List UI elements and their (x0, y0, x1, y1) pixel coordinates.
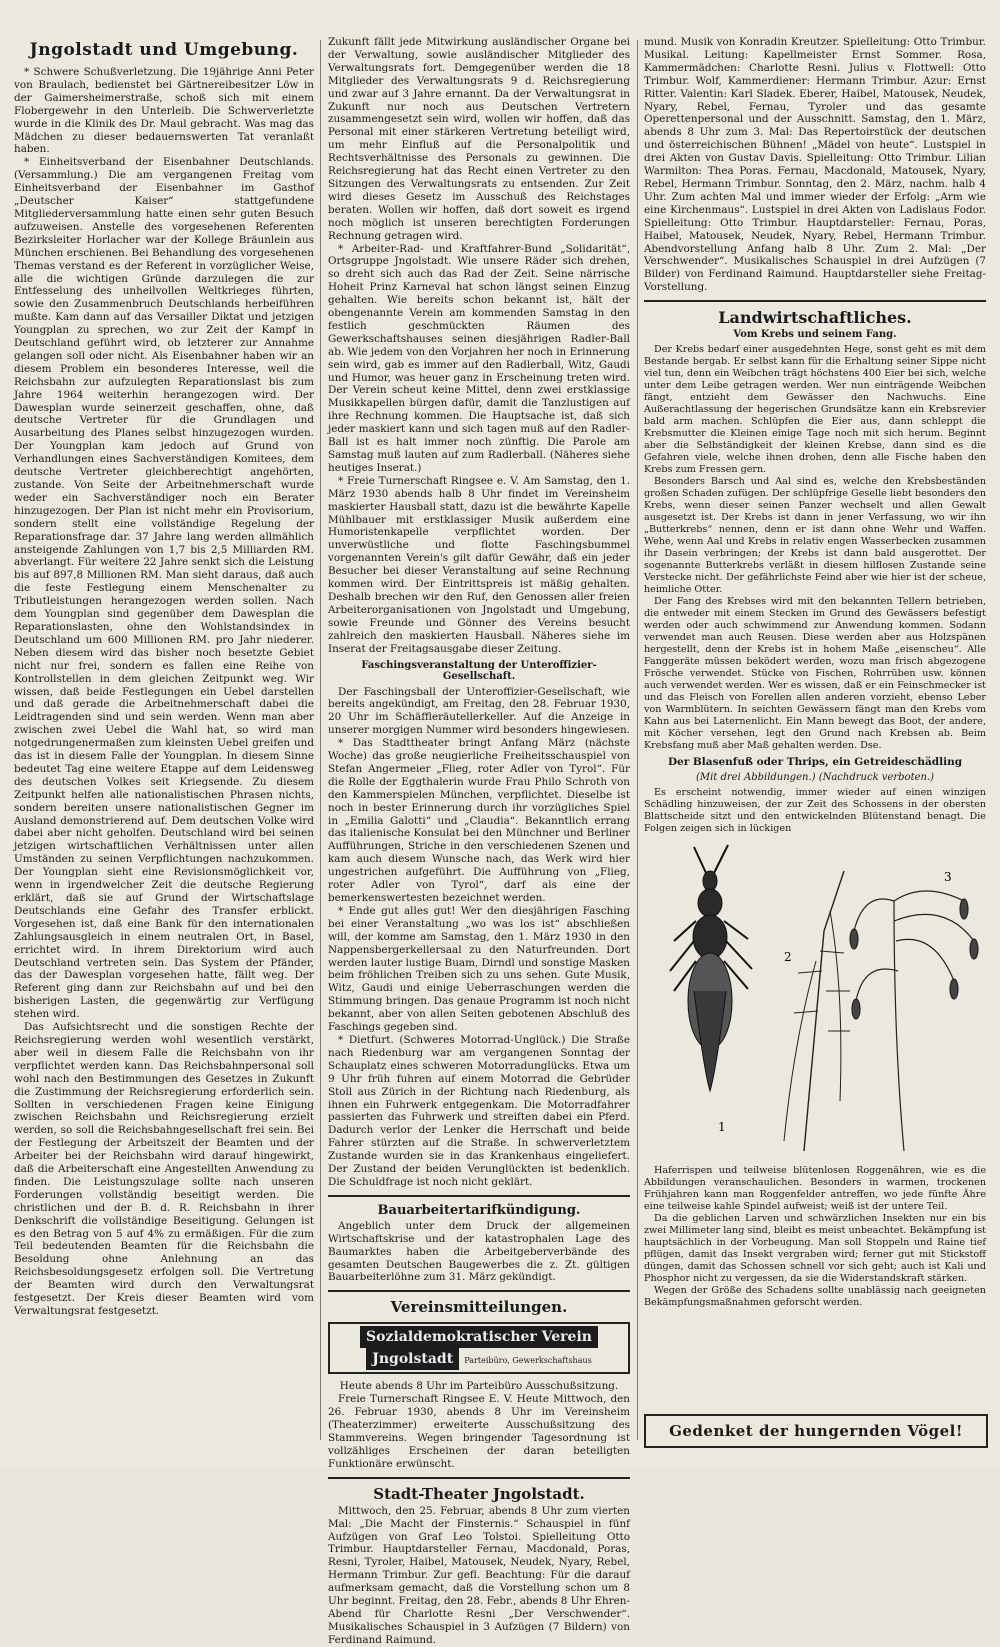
article-solidaritaet: * Arbeiter-Rad- und Kraftfahrer-Bund „Solidarität“, Ortsgruppe Jngolstadt. Wie unsere Räder sich drehen, so dreht sich auch das Rad der Zeit. Seine närrische Hoheit Prinz Karneval hat schon längst seinen Einzug gehalten. Wie bereits schon bekannt ist, hält der obengenannte Verein am kommenden Samstag in den festlich geschmückten Räumen des Gewerkschaftshauses seinen diesjährigen Radler-Ball ab. Wie jedem von den Vorjahren her noch in Erinnerung sein wird, gab es immer auf den Radlerball, Witz, Gaudi und Humor, was heuer ganz in Erscheinung treten wird. Der Verein scheut keine Mittel, denn zwei erstklassige Musikkapellen bürgen dafür, damit die Tanzlustigen auf ihre Rechnung kommen. Die Hauptsache ist, daß sich jeder maskiert kann und sich tagen muß auf den Radler-Ball ist es halt immer noch zünftig. Die Parole am Samstag muß lauten auf zum Radlerball. (Näheres siehe heutiges Inserat.) (328, 242, 630, 474)
subheading-blasenfuss: (Mit drei Abbildungen.) (Nachdruck verboten.) (695, 772, 935, 784)
footer-banner-birds: Gedenket der hungernden Vögel! (644, 1414, 988, 1448)
column-3 (644, 36, 986, 1456)
divider (328, 1290, 630, 1292)
column-rule (637, 40, 638, 1440)
heading-landwirtschaft: Landwirtschaftliches. (718, 308, 912, 328)
article-aufsichtsrecht: Das Aufsichtsrecht und die sonstigen Rechte der Reichsregierung werden wohl wesentlich verstärkt, aber weil in diesem Falle die Reichsbahn von ihr verpflichtet werden kann. Das Reichsbahnpersonal soll wohl nach den Bestimmungen des Gesetzes in Zukunft die Zustimmung der Reichsregierung erforderlich sein. Sollten in verschiedenen Fragen keine Einigung zwischen Reichsbahn und Reichsregierung erzielt werden, so soll die Reichsbahngesellschaft frei sein. Bei der Festlegung der Arbeitszeit der Beamten und der Arbeiter bei der Reichsbahn wird darauf hingewirkt, daß die Arbeiterschaft eine Angestellten Anwendung zu finden. Die Leistungszulage sollte nach unseren Forderungen vollständig beseitigt werden. Die christlichen und der B. d. R. Reichsbahn in ihrer Denkschrift die vollständige Beseitigung. Gelungen ist es den Betrag von 5 auf 4% zu ermäßigen. Für die zum Teil bedeutenden Beamten für die Reichsbahn die Besoldung ohne Anlehnung an das Reichsbesoldungsgesetz erfolgen soll. Die Vertretung der Beamten wird durch den Verwaltungsrat festgesetzt. Der Kreis dieser Beamten wird vom Verwaltungsrat festgesetzt. (14, 1021, 314, 1317)
article-verwaltungsrat: Zukunft fällt jede Mitwirkung ausländischer Organe bei der Verwaltung, sowie ausländischer Mitglieder des Verwaltungsrats fort. Demgegenüber werden die 18 Mitglieder des Verwaltungsrats 9 d. Reichsregierung und zwar auf 3 Jahre ernannt. Da der Verwaltungsrat in Zukunft nur noch aus Deutschen Vertretern zusammengesetzt sein wird, wollen wir hoffen, daß das Personal mit einer stärkeren Vertretung beteiligt wird, um mehr Einfluß auf die Personalpolitik und Rechtsverhältnisse des Personals zu gewinnen. Die Reichsregierung hat das Recht einen Vertreter zu den Sitzungen des Verwaltungsrats zu entsenden. Zur Zeit wird dieses Gesetz im Ausschuß des Reichstages beraten. Wollen wir hoffen, daß dort soweit es irgend noch möglich ist unseren berechtigten Forderungen Rechnung getragen wird. (328, 36, 630, 242)
article-krebs-3: Der Fang des Krebses wird mit den bekannten Tellern betrieben, die entweder mit einem Stecken im Grund des Gewässers befestigt werden oder auch schwimmend zur Anwendung kommen. Sodann verwendet man auch Reusen. Diese werden aber aus Holzspänen hergestellt, denn der Krebs ist in hohem Maße „eisenscheu“. Alle Fanggeräte müssen beködert werden, wozu man frisch abgezogene Frösche verwendet. Stücke von Fischen, Rohrrüben usw. können auch verwendet werden. Wer es wissen, daß er ein Feinschmecker ist und das Fleisch von Forellen allen anderen vorzieht, ebenso Leber von Warmblütern. In seichten Gewässern fängt man den Krebs vom Kahn aus bei Laternenlicht. Ein Mann bewegt das Boot, der andere, mit Köcher versehen, legt den Grund nach Krebsen ab. Beim Krebsfang muß aber Maß gehalten werden. Dse. (644, 596, 986, 752)
fig-label-2: 2 (784, 950, 792, 965)
fig-label-1: 1 (718, 1120, 726, 1135)
article-blasenfuss-4: Wegen der Größe des Schadens sollte unablässig nach geeigneten Bekämpfungsmaßnahmen geforscht werden. (644, 1285, 986, 1309)
divider (328, 1195, 630, 1197)
article-krebs-2: Besonders Barsch und Aal sind es, welche den Krebsbeständen großen Schaden zufügen. Der schlüpfrige Geselle liebt besonders den Krebs, wenn dieser seinen Panzer wechselt und allen Gewalt ausgesetzt ist. Der Krebs ist dann in jener Verfassung, wo wir ihn „Butterkrebs“ nennen, denn er ist dann ohne Wehr und Waffen. Wehe, wenn Aal und Krebs in relativ engen Wasserbecken zusammen ihr Dasein verbringen; der Krebs ist dann bald ausgerottet. Der sogenannte Butterkrebs verläßt in diesem hilflosen Zustande seine Verstecke nicht. Der gefährlichste Feind aber wie hier ist der scheue, heimliche Otter. (644, 476, 986, 596)
theater-program-cont: mund. Musik von Konradin Kreutzer. Spielleitung: Otto Trimbur. Musikal. Leitung: Kapellmeister Ernst Sommer. Rosa, Kammermädchen: Charlotte Resni. Julius v. Flottwell: Otto Trimbur. Wolf, Kammerdiener: Hermann Trimbur. Azur: Ernst Ritter. Valentin: Karl Sladek. Eberer, Haibel, Matousek, Neudek, Nyary, Rebel, Fernau, Tyroler und das gesamte Operettenpersonal und der Ausschnitt. Samstag, den 1. März, abends 8 Uhr zum 3. Mal: Das Repertoirstück der deutschen und österreichischen Bühnen! „Mädel von heute“. Lustspiel in drei Akten von Gustav Davis. Spielleitung: Otto Trimbur. Lilian Warmilton: Thea Poras. Fernau, Macdonald, Matousek, Nyary, Rebel, Hermann Trimbur. Sonntag, den 2. März, nachm. halb 4 Uhr. Zum achten Mal und immer wieder der Erfolg: „Arm wie eine Kirchenmaus“. Lustspiel in drei Akten von Ladislaus Fodor. Spielleitung: Otto Trimbur. Hauptdarsteller: Fernau, Poras, Haibel, Matousek, Neudek, Nyary, Rebel, Hermann Trimbur. Abendvorstellung Anfang halb 8 Uhr. Zum 2. Mal: „Der Verschwender“. Musikalisches Schauspiel in drei Aufzügen (7 Bilder) von Ferdinand Raimund. Hauptdarsteller siehe Freitag-Vorstellung. (644, 36, 986, 294)
article-fasching: Der Faschingsball der Unteroffizier-Gesellschaft, wie bereits angekündigt, am Freitag, den 28. Februar 1930, 20 Uhr im Schäffleräutellerkeller. Auf die Anzeige in unserer morgigen Nummer wird besonders hingewiesen. (328, 685, 630, 737)
heading-stadt-theater: Stadt-Theater Jngolstadt. (373, 1484, 585, 1503)
ad-spd-side: Parteibüro, Gewerkschaftshaus (464, 1356, 592, 1366)
article-dietfurt: * Dietfurt. (Schweres Motorrad-Unglück.) Die Straße nach Riedenburg war am vergangenen Sonntag der Schauplatz eines schweren Motorradunglücks. Etwa um 9 Uhr früh fuhren auf einem Motorrad die Gebrüder Stoll aus Zürich in der Richtung nach Riedenburg, als ihnen ein Fuhrwerk entgegenkam. Die Motorradfahrer passierten das Fuhrwerk und streiften dabei ein Pferd. Dadurch verlor der Lenker die Herrschaft und beide Fahrer stürzten auf die Straße. In schwerverletztem Zustande wurden sie in das Krankenhaus eingeliefert. Der Zustand der beiden Verunglückten ist bedenklich. Die Schuldfrage ist noch nicht geklärt. (328, 1033, 630, 1188)
ad-spd-verein (328, 1322, 630, 1374)
heading-fasching: Faschingsveranstaltung der Unteroffizier-Gesellschaft. (361, 659, 597, 682)
article-bauarbeiter: Angeblich unter dem Druck der allgemeinen Wirtschaftskrise und der katastrophalen Lage des Baumarktes haben die Arbeitgeberverbände des gesamten Deutschen Baugewerbes die z. Zt. gültigen Bauarbeiterlöhne zum 31. März gekündigt. (328, 1219, 630, 1284)
thrips-figure-svg (644, 841, 986, 1159)
theater-program: Mittwoch, den 25. Februar, abends 8 Uhr zum vierten Mal: „Die Macht der Finsternis.“ Schauspiel in fünf Aufzügen von Graf Leo Tolstoi. Spielleitung Otto Trimbur. Hauptdarsteller Fernau, Macdonald, Poras, Resni, Tyroler, Haibel, Matousek, Neudek, Nyary, Rebel, Hermann Trimbur. Zur gefl. Beachtung: Für die darauf aufmerksam gemacht, daß die Vorstellung schon um 8 Uhr beginnt. Freitag, den 28. Febr., abends 8 Uhr Ehren-Abend für Charlotte Resni „Der Verschwender“. Musikalisches Schauspiel in 3 Aufzügen (7 Bildern) von Ferdinand Raimund. (328, 1504, 630, 1646)
article-schussverletzung: * Schwere Schußverletzung. Die 19jährige Anni Peter von Braulach, bedienstet bei Gärtnereibesitzer Löw in der Gaimersheimerstraße, schoß sich mit einem Flobergewehr in den Unterleib. Die Schwerverletzte wurde in die Klinik des Dr. Maul gebracht. Was mag das Mädchen zu dieser bedauernswerten Tat veranlaßt haben. (14, 66, 314, 156)
ad-spd-line1: Sozialdemokratischer Verein (360, 1326, 598, 1348)
divider (644, 300, 986, 302)
column-rule (320, 40, 321, 1440)
verein-notice-1: Heute abends 8 Uhr im Parteibüro Ausschußsitzung. (339, 1380, 619, 1393)
section-title-ingolstadt: Jngolstadt und Umgebung. (29, 40, 299, 60)
article-blasenfuss-2: Haferrispen und teilweise blütenlosen Roggenähren, wie es die Abbildungen veranschaulichen. Besonders in warmen, trockenen Frühjahren kann man Roggenfelder antreffen, wo jede fünfte Ähre eine teilweise kahle Spindel aufweist; weiß ist der untere Teil. (644, 1165, 986, 1213)
heading-blasenfuss: Der Blasenfuß oder Thrips, ein Getreideschädling (667, 756, 963, 769)
article-turnerschaft-ball: * Freie Turnerschaft Ringsee e. V. Am Samstag, den 1. März 1930 abends halb 8 Uhr findet im Vereinsheim maskierter Hausball statt, dazu ist die bewährte Kapelle Mühlbauer mit erstklassiger Musik außerdem eine Humoristenkapelle verpflichtet worden. Der unverwüstliche und flotte Faschingsbummel vorgenannten Verein's gilt dafür Gewähr, daß ein jeder Besucher bei dieser Veranstaltung auf seine Rechnung kommen wird. Der Eintrittspreis ist mäßig gehalten. Deshalb brechen wir den Ruf, den Genossen aller freien Arbeiterorganisationen von Jngolstadt und Umgebung, sowie Freunde und Gönner des Vereins besucht zahlreich den maskierten Hausball. Näheres siehe im Inserat der Freitagsausgabe dieser Zeitung. (328, 474, 630, 655)
fig-label-3: 3 (944, 870, 952, 885)
article-ende-gut: * Ende gut alles gut! Wer den diesjährigen Fasching bei einer Veranstaltung „wo was los ist“ abschließen will, der komme am Samstag, den 1. März 1930 in den Nappensbergerkellersaal zu den Naturfreunden. Dort werden lauter lustige Buam, Dirndl und sonstige Masken beim fröhlichen Treiben sich zu uns sehen. Gute Musik, Witz, Gaudi und einige Ueberraschungen werden die Stimmung bringen. Das genaue Programm ist noch nicht bekannt, aber von allen Seiten gebotenen Abschluß des Faschings gegeben sind. (328, 904, 630, 1034)
ad-spd-line2: Jngolstadt (366, 1348, 459, 1370)
subheading-krebs: Vom Krebs und seinem Fang. (733, 329, 897, 341)
verein-notice-2: Freie Turnerschaft Ringsee E. V. Heute Mittwoch, den 26. Februar 1930, abends 8 Uhr im Vereinsheim (Theaterzimmer) erweiterte Ausschußsitzung des Stammvereins. Wegen bringender Tagesordnung ist vollzähliges Erscheinen der daran beteiligten Funktionäre erwünscht. (328, 1393, 630, 1470)
column-2 (328, 36, 630, 1646)
article-stadttheater: * Das Stadttheater bringt Anfang März (nächste Woche) das große neugierliche Freiheitsschauspiel von Stefan Angermeier „Flieg, roter Adler von Tyrol“. Für die Rolle der Eggthalerin wurde Frau Philo Schroth von den Kammerspielen München, verpflichtet. Dieselbe ist noch in bester Erinnerung durch ihr vorzügliches Spiel in „Emilia Galotti“ und „Claudia“. Bekanntlich errang das italienische Konsulat bei den Münchner und Berliner Aufführungen, Striche in den verschiedenen Szenen und kam auch diesem Wunsche nach, das Werk wird hier ungestrichen aufgeführt. Die Aufführung von „Flieg, roter Adler von Tyrol“, darf als eine der bemerkenswertesten bezeichnet werden. (328, 737, 630, 904)
divider (328, 1477, 630, 1479)
article-blasenfuss-1: Es erscheint notwendig, immer wieder auf einen winzigen Schädling hinzuweisen, der zur Zeit des Schossens in der obersten Blattscheide sitzt und den entwickelnden Blütenstand benagt. Die Folgen zeigen sich in lückigen (644, 787, 986, 835)
article-eisenbahner: * Einheitsverband der Eisenbahner Deutschlands. (Versammlung.) Die am vergangenen Freitag vom Einheitsverband der Eisenbahner im Gasthof „Deutscher Kaiser“ stattgefundene Mitgliederversammlung hatte einen sehr guten Besuch aufzuweisen. Anstelle des vorgesehenen Referenten Bezirksleiter Horlacher war der Kollege Bräunlein aus München erschienen. Bei Behandlung des vorgesehenen Themas verstand es der Referent in vorzüglicher Weise, alle die wichtigen Gründe darzulegen die zur Entfesselung des unheilvollen Weltkrieges führten, sowie den Zusammenbruch Deutschlands herbeiführen mußte. Kam dann auf das Versailler Diktat und jetzigen Youngplan zu sprechen, wo zur Zeit der Kampf in Deutschland geführt wird, ob letzterer zur Annahme gelangen soll oder nicht. Als Eisenbahner haben wir an diesem Problem ein besonderes Interesse, weil die Reichsbahn zur aufzulegten Reparationslast bis zum Jahre 1964 weiterhin herangezogen wird. Der Dawesplan wurde seinerzeit geschaffen, ohne, daß deutsche Vertreter für die Grundlagen und Ausarbeitung des Planes selbst hinzugezogen wurden. Der Youngplan kam jedoch auf Grund von Verhandlungen eines Sachverständigen Komitees, dem deutsche Vertreter gleichberechtigt angehörten, zustande. Von Seite der Arbeitnehmerschaft wurde weder ein Sachverständiger noch ein Berater hinzugezogen. Der Plan ist nicht mehr ein Provisorium, sondern stellt eine vollständige Regelung der Reparationsfrage dar. 37 Jahre lang werden allmählich ansteigende Zahlungen von 1,7 bis 2,5 Milliarden RM. abverlangt. Für weitere 22 Jahre senkt sich die Leistung bis auf 897,8 Millionen RM. Man sieht daraus, daß auch die feste Festlegung einem Menschenalter zu Tributleistungen herangezogen werden sollen. Nach dem Youngplan sind gegenüber dem Dawesplan die Reparationslasten, ohne den Wohlstandsindex in Deutschland um 600 Millionen RM. pro Jahr niederer. Neben diesem wird das bisher noch besetzte Gebiet nicht nur frei, sondern es fallen eine Reihe von Kontrollstellen in dem gleichen Zeitpunkt weg. Wir wissen, daß beide Festlegungen ein Uebel darstellen und daß gerade die Arbeitnehmerschaft dabei die Leidtragenden sind und sein werden. Wenn man aber zwischen zwei Uebel die Wahl hat, so wird man notgedrungenermaßen zum kleinsten Uebel greifen und das ist in diesem Falle der Youngplan. In diesem Sinne bedeutet Tag eine weitere Etappe auf dem Leidensweg des deutschen Volkes seit Kriegsende. Zu diesem Zeitpunkt helfen alle nationalistischen Phrasen nichts, sondern bereiten unsere nationalistischen Gegner im Ausland demonstrierend auf. Dem deutschen Volke wird dabei aber nicht geholfen. Deutschland wird bei seinen jetzigen wirtschaftlichen Verhältnissen unter allen Umständen zu seinen Verpflichtungen nachzukommen. Der Youngplan sieht eine Revisionsmöglichkeit vor, wenn in irgendwelcher Zeit die deutsche Regierung erklärt, daß sie auf Grund der Wirtschaftslage Deutschlands eine Gefahr des Transfer erblickt. Vorgesehen ist, daß eine Bank für den internationalen Zahlungsausgleich in einem neutralen Ort, in Basel, errichtet wird. In ihrem Direktorium wird auch Deutschland vertreten sein. Das System der Pfänder, das der Dawesplan vorgesehen hatte, fällt weg. Der Referent ging dann zur Reichsbahn auf und bei den bisherigen Lasten, die gegenwärtig zur Verfügung stehen wird. (14, 156, 314, 1021)
article-blasenfuss-3: Da die geblichen Larven und schwärzlichen Insekten nur ein bis zwei Millimeter lang sind, bleibt es meist unbeachtet. Bekämpfung ist hauptsächlich in der Vorbeugung. Man soll Stoppeln und Raine tief pflügen, damit das Insekt vergraben wird; ferner gut mit Stickstoff düngen, damit das Schossen schnell vor sich geht; auch ist Kali und Phosphor nicht zu vergessen, da sie die Widerstandskraft stärken. (644, 1213, 986, 1285)
heading-bauarbeiter: Bauarbeitertarifkündigung. (377, 1202, 581, 1218)
article-krebs-1: Der Krebs bedarf einer ausgedehnten Hege, sonst geht es mit dem Bestande bergab. Er selbst kann für die Erhaltung seiner Sippe nicht viel tun, denn ein Weibchen trägt höchstens 400 Eier bei sich, welche unter dem Leibe getragen werden. Wer nun einträgende Weibchen fängt, entzieht dem Gewässer den Nachwuchs. Eine Außerachtlassung der hegerischen Grundsätze kann ein Krebsrevier bald arm machen. Schlüpfen die Eier aus, dann schleppt die Krebsmutter die Kleinen einige Tage noch mit sich herum. Beginnt aber die Selbständigkeit der kleinen Krebse, dann sind es die Gefahren viele, welche ihnen drohen, denn alle Fische haben den Krebs zum Fressen gern. (644, 344, 986, 476)
column-1 (14, 36, 314, 1456)
thrips-illustration (644, 841, 986, 1159)
heading-vereinsmitteilungen: Vereinsmitteilungen. (390, 1298, 568, 1317)
